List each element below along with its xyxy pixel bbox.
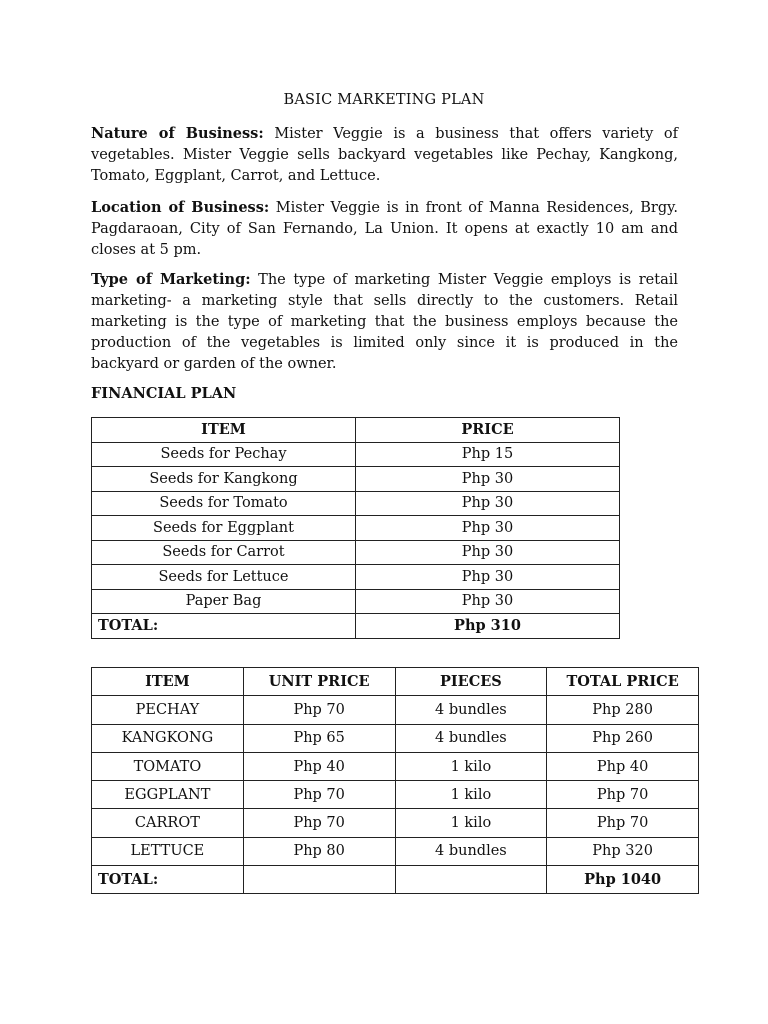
header-price: PRICE — [356, 418, 620, 443]
cell-item: Seeds for Lettuce — [92, 565, 356, 590]
cell-pieces: 1 kilo — [395, 809, 547, 837]
table-row — [92, 516, 620, 541]
location-text: Mister Veggie is in front of Manna Residences, Brgy. Pagdaraoan, City of San Fernando, La Union. It opens at exactly 10 am and closes at 5 pm. — [91, 200, 678, 258]
cell-item: TOMATO — [92, 752, 244, 780]
cell-pieces: 4 bundles — [395, 696, 547, 724]
cell-unit-price: Php 65 — [243, 724, 395, 752]
total-value: Php 1040 — [547, 866, 699, 894]
cell-unit-price: Php 40 — [243, 752, 395, 780]
table-row — [92, 752, 699, 780]
cell-price: Php 15 — [356, 442, 620, 467]
cell-item: Seeds for Carrot — [92, 540, 356, 565]
cell-total-price: Php 40 — [547, 752, 699, 780]
total-label: TOTAL: — [92, 614, 356, 639]
cell-item: Seeds for Pechay — [92, 442, 356, 467]
cell-item: EGGPLANT — [92, 781, 244, 809]
table-row — [92, 491, 620, 516]
marketing-text: The type of marketing Mister Veggie employs is retail marketing- a marketing style that sells directly to the customers. Retail marketing is the type of marketing that the business employs because the production of the vegetables is limited only since it is produced in the backyard or garden of the owner. — [91, 272, 678, 372]
type-of-marketing-paragraph — [91, 269, 678, 375]
table-row — [92, 724, 699, 752]
table-total-row — [92, 614, 620, 639]
cell-item: PECHAY — [92, 696, 244, 724]
financial-plan-heading: FINANCIAL PLAN — [91, 385, 237, 402]
cell-unit-price: Php 70 — [243, 809, 395, 837]
empty-cell — [243, 866, 395, 894]
cell-item: LETTUCE — [92, 837, 244, 865]
cell-total-price: Php 70 — [547, 809, 699, 837]
header-item: ITEM — [92, 668, 244, 696]
location-of-business-paragraph — [91, 197, 678, 261]
table-row — [92, 467, 620, 492]
table-row — [92, 837, 699, 865]
header-item: ITEM — [92, 418, 356, 443]
cell-pieces: 1 kilo — [395, 781, 547, 809]
cell-price: Php 30 — [356, 467, 620, 492]
cell-price: Php 30 — [356, 516, 620, 541]
table-total-row — [92, 866, 699, 894]
document-title: BASIC MARKETING PLAN — [283, 92, 485, 108]
cell-total-price: Php 280 — [547, 696, 699, 724]
table-row — [92, 442, 620, 467]
cell-price: Php 30 — [356, 491, 620, 516]
table-row — [92, 565, 620, 590]
table-header-row — [92, 418, 620, 443]
cell-item: Seeds for Eggplant — [92, 516, 356, 541]
cell-unit-price: Php 70 — [243, 781, 395, 809]
header-unit-price: UNIT PRICE — [243, 668, 395, 696]
total-value: Php 310 — [356, 614, 620, 639]
cell-total-price: Php 320 — [547, 837, 699, 865]
table-header-row — [92, 668, 699, 696]
cell-item: Seeds for Tomato — [92, 491, 356, 516]
cell-item: Seeds for Kangkong — [92, 467, 356, 492]
cell-total-price: Php 260 — [547, 724, 699, 752]
cell-item: KANGKONG — [92, 724, 244, 752]
marketing-label: Type of Marketing: — [91, 271, 251, 288]
cell-price: Php 30 — [356, 540, 620, 565]
cell-unit-price: Php 80 — [243, 837, 395, 865]
header-pieces: PIECES — [395, 668, 547, 696]
empty-cell — [395, 866, 547, 894]
table-row — [92, 540, 620, 565]
cell-pieces: 1 kilo — [395, 752, 547, 780]
cell-pieces: 4 bundles — [395, 724, 547, 752]
table-row — [92, 589, 620, 614]
nature-label: Nature of Business: — [91, 125, 264, 142]
seed-costs-table — [91, 417, 620, 639]
cell-price: Php 30 — [356, 589, 620, 614]
cell-total-price: Php 70 — [547, 781, 699, 809]
table-row — [92, 696, 699, 724]
location-label: Location of Business: — [91, 199, 270, 216]
cell-item: CARROT — [92, 809, 244, 837]
cell-unit-price: Php 70 — [243, 696, 395, 724]
sales-table — [91, 667, 699, 894]
cell-item: Paper Bag — [92, 589, 356, 614]
nature-text: Mister Veggie is a business that offers variety of vegetables. Mister Veggie sells backyard vegetables like Pechay, Kangkong, Tomato, Eggplant, Carrot, and Lettuce. — [91, 126, 678, 184]
cell-pieces: 4 bundles — [395, 837, 547, 865]
total-label: TOTAL: — [92, 866, 244, 894]
header-total-price: TOTAL PRICE — [547, 668, 699, 696]
nature-of-business-paragraph — [91, 123, 678, 187]
table-row — [92, 781, 699, 809]
table-row — [92, 809, 699, 837]
cell-price: Php 30 — [356, 565, 620, 590]
